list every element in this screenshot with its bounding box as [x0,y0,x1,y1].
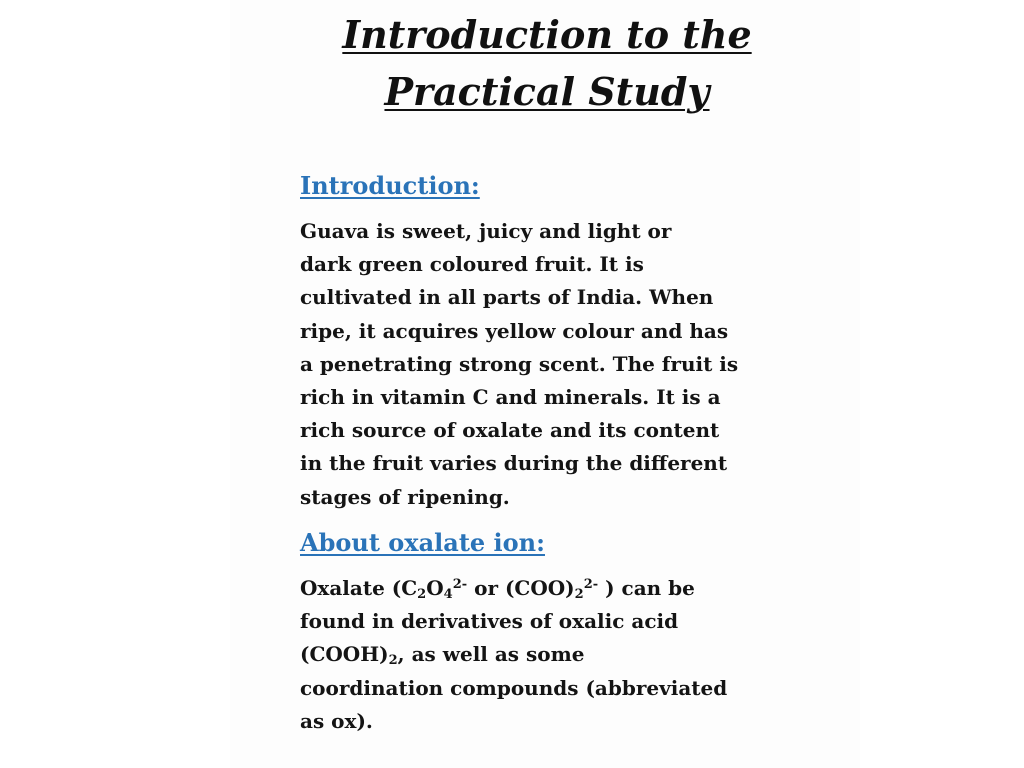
oxalate-heading: About oxalate ion: [300,528,545,557]
text-run: ) can be [598,576,695,600]
introduction-line: stages of ripening. [300,484,510,509]
introduction-section [300,171,820,514]
text-run: O [426,576,444,600]
oxalate-line: as ox). [300,708,373,733]
subscript: 4 [443,587,453,602]
oxalate-line: coordination compounds (abbreviated [300,675,728,700]
oxalate-section [300,528,820,738]
superscript: 2- [452,577,468,592]
introduction-line: in the fruit varies during the different [300,451,728,476]
introduction-line: a penetrating strong scent. The fruit is [300,351,739,376]
superscript: 2- [583,577,599,592]
introduction-line: rich in vitamin C and minerals. It is a [300,385,721,410]
title-line-2: Practical Study [384,69,710,114]
oxalic-acid-formula-line [300,638,820,671]
text-run: Oxalate (C [300,576,418,600]
introduction-line: dark green coloured fruit. It is [300,252,644,277]
introduction-heading: Introduction: [300,171,480,200]
introduction-line: cultivated in all parts of India. When [300,285,714,310]
oxalate-paragraph [300,572,820,738]
text-run: or (COO) [467,576,575,600]
text-run: (COOH) [300,642,389,667]
text-run: , as well as some [397,642,585,667]
subscript: 2 [417,587,427,602]
title-line-1: Introduction to the [342,12,752,57]
subscript: 2 [574,587,584,602]
introduction-paragraph [300,215,820,514]
page-title [0,6,1024,120]
subscript: 2 [388,653,398,669]
oxalate-formula-line [300,572,820,605]
introduction-line: Guava is sweet, juicy and light or [300,219,672,243]
introduction-line: rich source of oxalate and its content [300,418,720,443]
oxalate-line: found in derivatives of oxalic acid [300,609,679,634]
introduction-line: ripe, it acquires yellow colour and has [300,318,729,343]
